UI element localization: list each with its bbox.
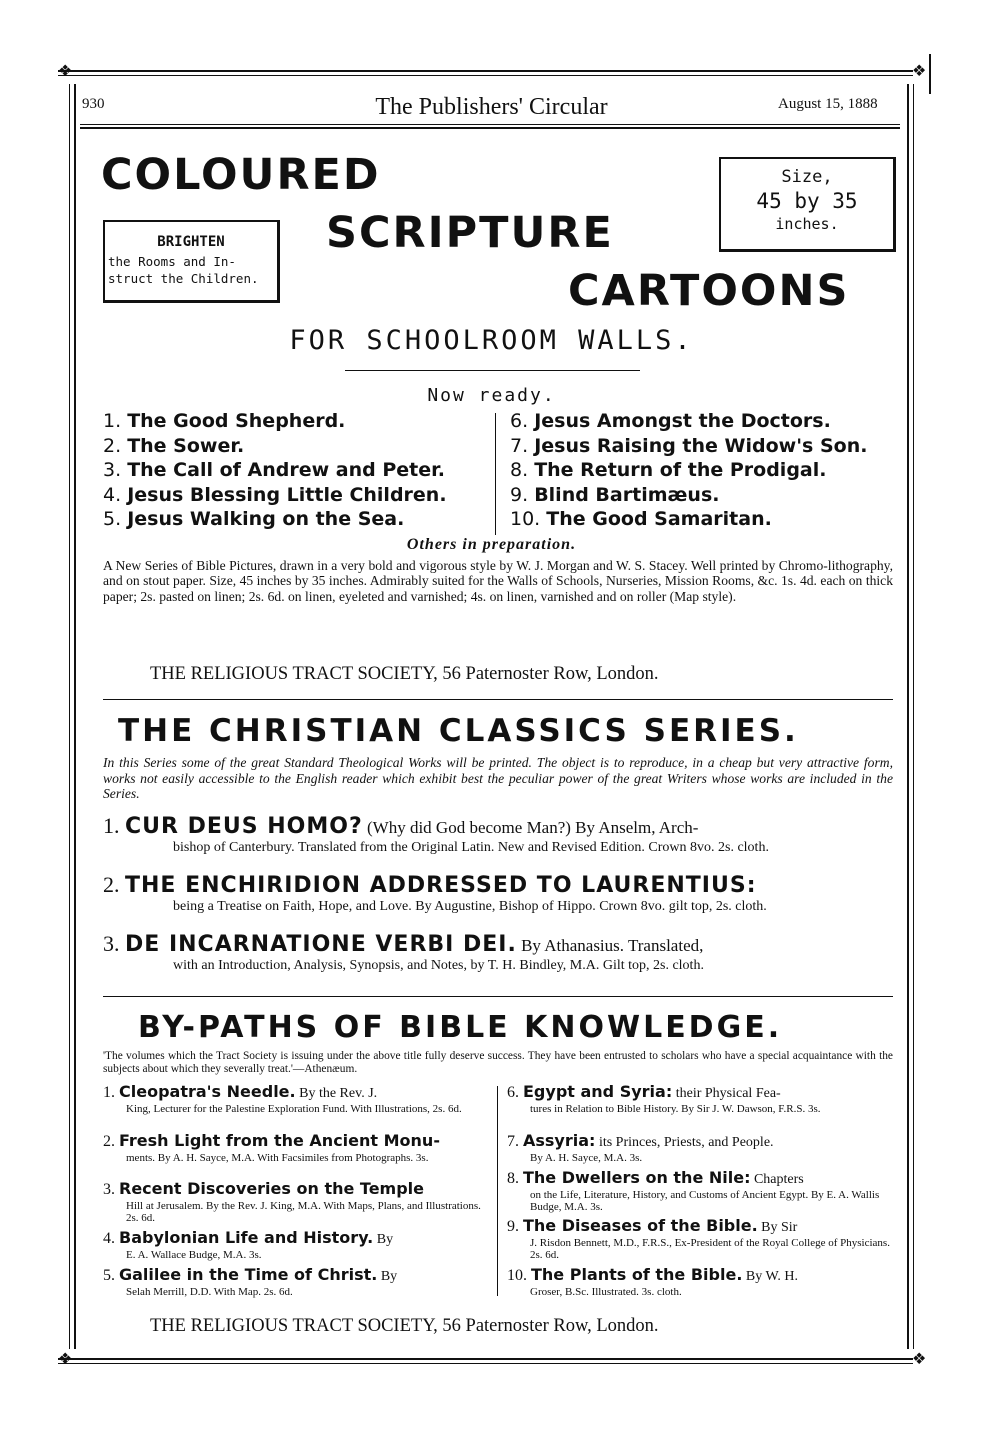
classics-intro: In this Series some of the great Standard Theological Works will be printed. The object is to reproduce, in a cheap but very attractive form, works not easily accessible to the English reader which exhibit best the peculiar power of the great Writers whose works are included in the Series. — [103, 755, 893, 802]
corner-ornament-icon: ❖ — [58, 1351, 73, 1368]
cartoons-short-rule — [345, 370, 640, 371]
brighten-box-line3: struct the Children. — [108, 271, 259, 286]
bypaths-item: 9. The Diseases of the Bible. By Sir J. Risdon Bennett, M.D., F.R.S., Ex-President of the Royal College of Physicians. 2s. 6d. — [507, 1216, 890, 1261]
cartoons-description: A New Series of Bible Pictures, drawn in a very bold and vigorous style by W. J. Morgan and W. S. Stacey. Well printed by Chromo-lithography, and on stout paper. Size, 45 inches by 35 inches. Admirably suited for the Walls of Schools, Nurseries, Mission Rooms, &c. 1s. 4d. each on thick paper; 2s. pasted on linen; 2s. 6d. on linen, eyeleted and varnished; 4s. on linen, varnished and on roller (Map style). — [103, 558, 893, 604]
list-item: 5. Jesus Walking on the Sea. — [103, 508, 405, 530]
publication-title: The Publishers' Circular — [375, 94, 608, 120]
top-border-rule — [58, 70, 913, 72]
brighten-box-heading: BRIGHTEN — [157, 234, 225, 250]
cartoons-title-cartoons: CARTOONS — [568, 266, 850, 316]
top-border-rule-thin — [58, 75, 913, 76]
classics-item: 3. DE INCARNATIONE VERBI DEI. By Athanasius. Translated, with an Introduction, Analysis, Synopsis, and Notes, by T. H. Bindley, M.A. Gilt top, 2s. cloth. — [103, 931, 704, 973]
cartoons-list-right — [510, 409, 867, 532]
bottom-border-rule-thin — [58, 1363, 913, 1364]
right-margin-mark — [929, 54, 931, 94]
bypaths-society-line: THE RELIGIOUS TRACT SOCIETY, 56 Paternoster Row, London. — [150, 1316, 659, 1336]
size-box-line2: 45 by 35 — [756, 189, 858, 213]
header-rule — [80, 124, 900, 125]
brighten-box — [103, 220, 280, 303]
now-ready: Now ready. — [427, 385, 556, 406]
list-item: 6. Jesus Amongst the Doctors. — [510, 410, 831, 432]
cartoons-section-rule — [103, 699, 893, 700]
bypaths-item: 10. The Plants of the Bible. By W. H. Groser, B.Sc. Illustrated. 3s. cloth. — [507, 1265, 799, 1298]
corner-ornament-icon: ❖ — [912, 63, 927, 80]
cartoons-title-scripture: SCRIPTURE — [326, 208, 614, 258]
list-item: 9. Blind Bartimæus. — [510, 483, 720, 506]
cartoons-subtitle: FOR SCHOOLROOM WALLS. — [289, 325, 694, 356]
bypaths-item: 6. Egypt and Syria: their Physical Fea- tures in Relation to Bible History. By Sir J. W. Dawson, F.R.S. 3s. — [507, 1082, 821, 1115]
bypaths-item: 4. Babylonian Life and History. By E. A. Wallace Budge, M.A. 3s. — [103, 1228, 394, 1261]
right-border-rule — [907, 84, 909, 1349]
classics-item: 1. CUR DEUS HOMO? (Why did God become Man?) By Anselm, Arch- bishop of Canterbury. Translated from the Original Latin. New and Revised Edition. Crown 8vo. 2s. cloth. — [103, 813, 769, 855]
list-item: 10. The Good Samaritan. — [510, 508, 772, 530]
list-item: 8. The Return of the Prodigal. — [510, 459, 827, 481]
right-border-rule-thin — [913, 84, 914, 1349]
size-box-line3: inches. — [775, 215, 839, 233]
bypaths-title: BY-PATHS OF BIBLE KNOWLEDGE. — [138, 1010, 783, 1045]
list-item: 3. The Call of Andrew and Peter. — [103, 459, 445, 481]
classics-section-rule — [103, 996, 893, 997]
others-in-preparation: Others in preparation. — [406, 536, 577, 553]
list-item: 1. The Good Shepherd. — [103, 410, 346, 432]
bypaths-item: 2. Fresh Light from the Ancient Monu- ments. By A. H. Sayce, M.A. With Facsimiles from Photographs. 3s. — [103, 1131, 440, 1164]
bypaths-item: 3. Recent Discoveries on the Temple Hill at Jerusalem. By the Rev. J. King, M.A. With Maps, Plans, and Illustrations. 2s. 6d. — [103, 1179, 481, 1224]
size-box — [719, 157, 896, 252]
header-rule-thick — [80, 127, 900, 129]
page-number: 930 — [82, 96, 105, 112]
bypaths-column-divider — [497, 1086, 498, 1296]
list-item: 2. The Sower. — [103, 434, 245, 457]
classics-item: 2. THE ENCHIRIDION ADDRESSED TO LAURENTIUS: being a Treatise on Faith, Hope, and Love. By Augustine, Bishop of Hippo. Crown 8vo. gilt top, 2s. cloth. — [103, 872, 767, 914]
cartoons-society-line: THE RELIGIOUS TRACT SOCIETY, 56 Paternoster Row, London. — [150, 664, 659, 684]
left-border-rule-thin — [69, 84, 70, 1349]
cartoons-list-left — [103, 409, 447, 532]
brighten-box-line2: the Rooms and In- — [108, 254, 236, 269]
corner-ornament-icon: ❖ — [912, 1351, 927, 1368]
issue-date: August 15, 1888 — [778, 96, 878, 112]
list-item: 7. Jesus Raising the Widow's Son. — [510, 434, 868, 457]
bypaths-quote: 'The volumes which the Tract Society is issuing under the above title fully deserve success. They have been entrusted to scholars who have a special acquaintance with the subjects about which they severally treat.'—Athenæum. — [103, 1050, 893, 1075]
cartoons-title-coloured: COLOURED — [101, 150, 381, 200]
list-item: 4. Jesus Blessing Little Children. — [103, 483, 447, 506]
bottom-border-rule — [58, 1358, 913, 1360]
bypaths-item: 7. Assyria: its Princes, Priests, and People. By A. H. Sayce, M.A. 3s. — [507, 1131, 774, 1164]
size-box-line1: Size, — [781, 167, 833, 187]
cartoons-list-divider — [495, 413, 496, 535]
classics-title: THE CHRISTIAN CLASSICS SERIES. — [118, 713, 799, 749]
corner-ornament-icon: ❖ — [58, 63, 73, 80]
left-border-rule — [74, 84, 76, 1349]
bypaths-item: 8. The Dwellers on the Nile: Chapters on the Life, Literature, History, and Customs of Ancient Egypt. By E. A. Wallis Budge, M.A. 3s. — [507, 1168, 880, 1213]
bypaths-item: 1. Cleopatra's Needle. By the Rev. J. King, Lecturer for the Palestine Exploration Fund. With Illustrations, 2s. 6d. — [103, 1082, 462, 1115]
bypaths-item: 5. Galilee in the Time of Christ. By Selah Merrill, D.D. With Map. 2s. 6d. — [103, 1265, 398, 1298]
